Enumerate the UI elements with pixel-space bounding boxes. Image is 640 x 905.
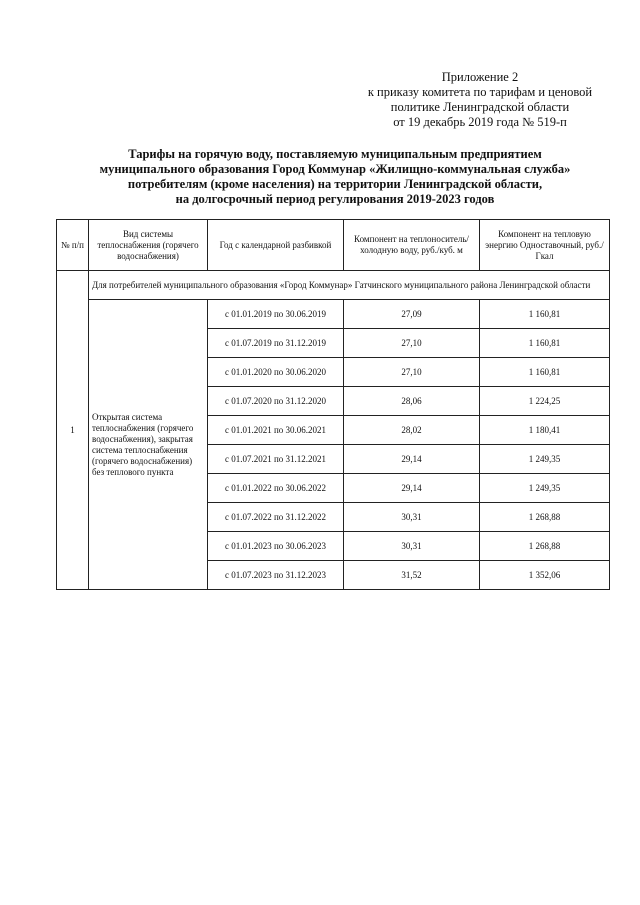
header-heat: Компонент на тепловую энергию Одноставочный, руб./Гкал bbox=[480, 220, 610, 271]
period-cell: с 01.01.2019 по 30.06.2019 bbox=[208, 300, 344, 329]
group-row bbox=[57, 271, 610, 300]
period-cell: с 01.01.2022 по 30.06.2022 bbox=[208, 474, 344, 503]
table-row bbox=[57, 300, 610, 329]
period-cell: с 01.07.2019 по 31.12.2019 bbox=[208, 329, 344, 358]
consumer-group: Для потребителей муниципального образования «Город Коммунар» Гатчинского муниципального района Ленинградской области bbox=[89, 271, 610, 300]
appendix-block bbox=[355, 70, 605, 130]
heat-cell: 1 160,81 bbox=[480, 358, 610, 387]
heat-cell: 1 268,88 bbox=[480, 532, 610, 561]
appendix-line-4: от 19 декабрь 2019 года № 519-п bbox=[393, 115, 567, 129]
water-cell: 27,09 bbox=[344, 300, 480, 329]
title-line-4: на долгосрочный период регулирования 2019-2023 годов bbox=[175, 192, 495, 206]
appendix-line-3: политике Ленинградской области bbox=[390, 100, 570, 114]
tariff-table bbox=[56, 219, 610, 590]
document-title bbox=[60, 147, 610, 207]
title-line-3: потребителям (кроме населения) на территории Ленинградской области, bbox=[127, 177, 543, 191]
period-cell: с 01.07.2022 по 31.12.2022 bbox=[208, 503, 344, 532]
heat-cell: 1 180,41 bbox=[480, 416, 610, 445]
heat-cell: 1 268,88 bbox=[480, 503, 610, 532]
period-cell: с 01.01.2020 по 30.06.2020 bbox=[208, 358, 344, 387]
header-period: Год с календарной разбивкой bbox=[208, 220, 344, 271]
water-cell: 30,31 bbox=[344, 503, 480, 532]
title-line-2: муниципального образования Город Коммунар «Жилищно-коммунальная служба» bbox=[99, 162, 571, 176]
water-cell: 27,10 bbox=[344, 329, 480, 358]
heat-cell: 1 160,81 bbox=[480, 329, 610, 358]
appendix-line-1: Приложение 2 bbox=[441, 70, 519, 84]
water-cell: 31,52 bbox=[344, 561, 480, 590]
heat-cell: 1 160,81 bbox=[480, 300, 610, 329]
title-line-1: Тарифы на горячую воду, поставляемую муниципальным предприятием bbox=[128, 147, 542, 161]
period-cell: с 01.07.2021 по 31.12.2021 bbox=[208, 445, 344, 474]
period-cell: с 01.07.2023 по 31.12.2023 bbox=[208, 561, 344, 590]
water-cell: 29,14 bbox=[344, 445, 480, 474]
appendix-line-2: к приказу комитета по тарифам и ценовой bbox=[367, 85, 593, 99]
system-type: Открытая система теплоснабжения (горячего водоснабжения), закрытая система теплоснабжения (горячего водоснабжения) без теплового пункта bbox=[89, 300, 208, 590]
period-cell: с 01.07.2020 по 31.12.2020 bbox=[208, 387, 344, 416]
heat-cell: 1 352,06 bbox=[480, 561, 610, 590]
header-num: № п/п bbox=[57, 220, 89, 271]
water-cell: 29,14 bbox=[344, 474, 480, 503]
water-cell: 30,31 bbox=[344, 532, 480, 561]
heat-cell: 1 249,35 bbox=[480, 445, 610, 474]
header-water: Компонент на теплоноситель/холодную воду, руб./куб. м bbox=[344, 220, 480, 271]
period-cell: с 01.01.2023 по 30.06.2023 bbox=[208, 532, 344, 561]
water-cell: 27,10 bbox=[344, 358, 480, 387]
table-header-row bbox=[57, 220, 610, 271]
heat-cell: 1 224,25 bbox=[480, 387, 610, 416]
heat-cell: 1 249,35 bbox=[480, 474, 610, 503]
header-system: Вид системы теплоснабжения (горячего водоснабжения) bbox=[89, 220, 208, 271]
row-number: 1 bbox=[57, 271, 89, 590]
water-cell: 28,06 bbox=[344, 387, 480, 416]
period-cell: с 01.01.2021 по 30.06.2021 bbox=[208, 416, 344, 445]
water-cell: 28,02 bbox=[344, 416, 480, 445]
